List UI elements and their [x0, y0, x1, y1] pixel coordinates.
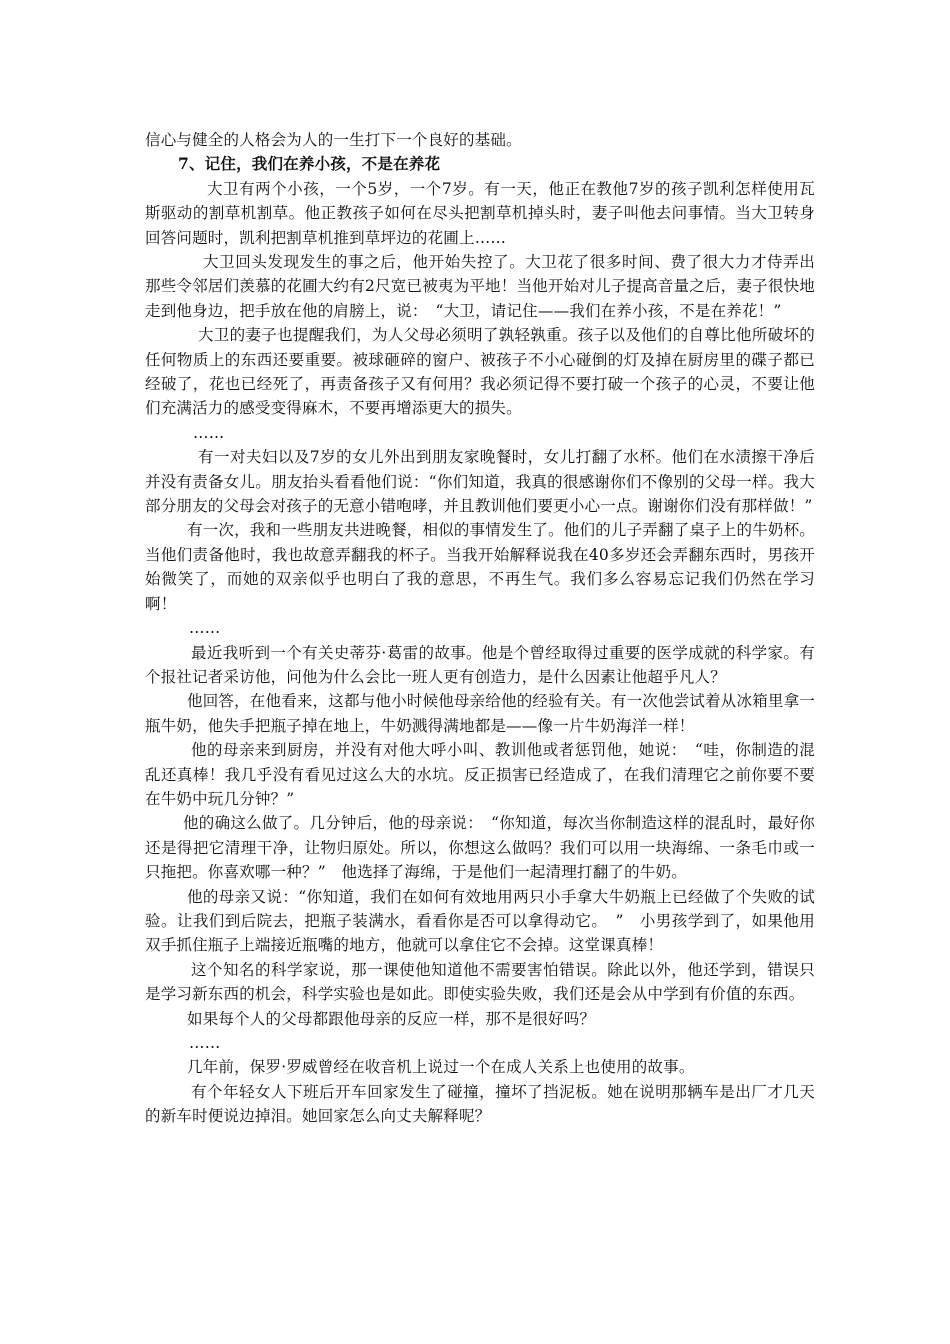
- ellipsis-separator: ……: [193, 423, 225, 442]
- paragraph-scientist-intro: 最近我听到一个有关史蒂芬·葛雷的故事。他是个曾经取得过重要的医学成就的科学家。有个报社记者采访他，问他为什么会比一班人更有创造力，是什么因素让他超乎凡人？: [145, 643, 815, 686]
- paragraph-lesson: 这个知名的科学家说，那一课使他知道他不需要害怕错误。除此以外，他还学到，错误只是学习新东西的机会，科学实验也是如此。即使实验失败，我们还是会从中学到有价值的东西。: [145, 960, 815, 1004]
- paragraph-radio-story: 几年前，保罗·罗威曾经在收音机上说过一个在成人关系上也使用的故事。: [187, 1058, 695, 1077]
- paragraph-question: 如果每个人的父母都跟他母亲的反应一样，那不是很好吗？: [187, 1009, 596, 1028]
- section-heading: 7、记住，我们在养小孩，不是在养花: [178, 154, 441, 174]
- paragraph-spilled-milk-dinner: 有一次，我和一些朋友共进晚餐，相似的事情发生了。他们的儿子弄翻了桌子上的牛奶杯。当他们责备他时，我也故意弄翻我的杯子。当我开始解释说我在40多岁还会弄翻东西时，男孩开始微笑了，而她的双亲似乎也明白了我的意思，不再生气。我们多么容易忘记我们仍然在学习啊！: [145, 521, 816, 613]
- paragraph-david-loses-control: 大卫回头发现发生的事之后，他开始失控了。大卫花了很多时间、费了很大力才侍弄出那些令邻居们羡慕的花圃大约有2尺宽已被夷为平地！当他开始对儿子提高音量之后，妻子很快地走到他身边，把手放在他的肩膀上，说： “大卫，请记住——我们在养小孩，不是在养花！”: [145, 253, 815, 320]
- ellipsis-separator: ……: [189, 619, 221, 638]
- paragraph-car-accident: 有个年轻女人下班后开车回家发生了碰撞，撞坏了挡泥板。她在说明那辆车是出厂才几天的新车时便说边掉泪。她回家怎么向丈夫解释呢？: [145, 1082, 815, 1126]
- paragraph-cleanup: 他的确这么做了。几分钟后，他的母亲说： “你知道，每次当你制造这样的混乱时，最好你还是得把它清理干净，让物归原处。所以，你想这么做吗？我们可以用一块海绵、一条毛巾或一只拖把。你喜欢哪一种？” 他选择了海绵，于是他们一起清理打翻了的牛奶。: [145, 814, 815, 882]
- paragraph-scientist-answer: 他回答，在他看来，这都与他小时候他母亲给他的经验有关。有一次他尝试着从冰箱里拿一瓶牛奶，他失手把瓶子掉在地上，牛奶溅得满地都是——像一片牛奶海洋一样！: [145, 692, 816, 735]
- document-page: [145, 128, 815, 1129]
- paragraph-david-intro: 大卫有两个小孩，一个5岁，一个7岁。有一天，他正在教他7岁的孩子凯利怎样使用瓦斯驱动的割草机割草。他正教孩子如何在尽头把割草机掉头时，妻子叫他去问事情。当大卫转身回答问题时，凯利把割草机推到草坪边的花圃上……: [145, 179, 815, 247]
- ellipsis-separator: ……: [189, 1034, 221, 1052]
- paragraph-experiment: 他的母亲又说：“你知道，我们在如何有效地用两只小手拿大牛奶瓶上已经做了个失败的试验。让我们到后院去，把瓶子装满水，看看你是否可以拿得动它。 ” 小男孩学到了，如果他用双手抓住瓶子上端接近瓶嘴的地方，他就可以拿住它不会掉。这堂课真棒！: [145, 887, 815, 955]
- paragraph-intro-tail: 信心与健全的人格会为人的一生打下一个良好的基础。: [145, 131, 522, 149]
- paragraph-spilled-water: 有一对夫妇以及7岁的女儿外出到朋友家晚餐时，女儿打翻了水杯。他们在水渍擦干净后并没有责备女儿。朋友抬头看看他们说：“你们知道，我真的很感谢你们不像别的父母一样。我大部分朋友的父母会对孩子的无意小错咆哮，并且教训他们要更小心一点。谢谢你们没有那样做！”: [145, 448, 815, 516]
- paragraph-wife-reminder: 大卫的妻子也提醒我们，为人父母必须明了孰轻孰重。孩子以及他们的自尊比他所破坏的任何物质上的东西还要重要。被球砸碎的窗户、被孩子不小心碰倒的灯及掉在厨房里的碟子都已经破了，花也已经死了，再责备孩子又有何用？我必须记得不要打破一个孩子的心灵，不要让他们充满活力的感受变得麻木，不要再增添更大的损失。: [145, 326, 815, 418]
- paragraph-mother-reaction: 他的母亲来到厨房，并没有对他大呼小叫、教训他或者惩罚他，她说： “哇，你制造的混乱还真棒！我几乎没有看见过这么大的水坑。反正损害已经造成了，在我们清理它之前你要不要在牛奶中玩几分钟？”: [145, 741, 815, 808]
